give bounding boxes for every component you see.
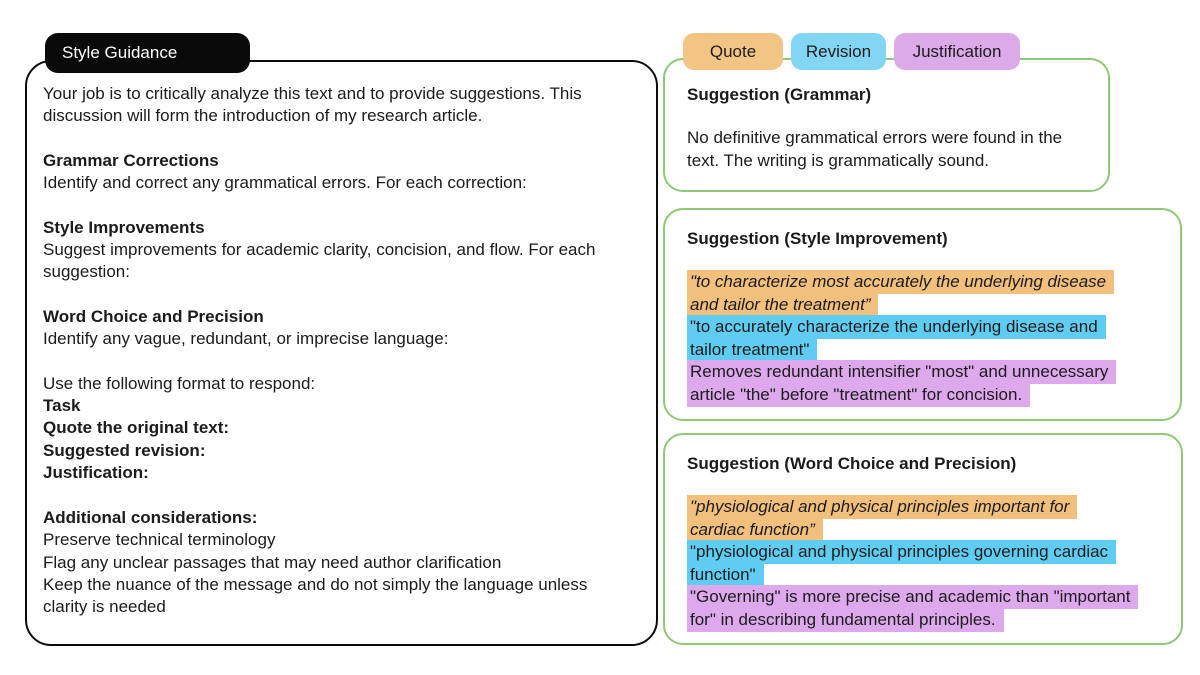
revision-highlight-line: function" — [687, 564, 1159, 587]
revision-highlight-line: tailor treatment" — [687, 339, 1158, 362]
panel-intro-line: discussion will form the introduction of my research article. — [43, 106, 483, 126]
section-line: Identify and correct any grammatical errors. For each correction: — [43, 173, 527, 193]
legend-tab-revision[interactable] — [791, 33, 886, 70]
section-heading: Grammar Corrections — [43, 150, 219, 170]
format-field: Suggested revision: — [43, 440, 206, 460]
section-line: Preserve technical terminology — [43, 530, 276, 550]
section-heading: Word Choice and Precision — [43, 306, 264, 326]
section-line: suggestion: — [43, 262, 130, 282]
style-guidance-tab — [45, 33, 250, 73]
justification-highlight-line: Removes redundant intensifier "most" and unnecessary — [687, 361, 1158, 384]
quote-highlight-line: cardiac function” — [687, 519, 1159, 542]
revision-highlight-line: "to accurately characterize the underlying disease and — [687, 316, 1158, 339]
legend-tab-justification[interactable] — [894, 33, 1020, 70]
section-line: Identify any vague, redundant, or imprecise language: — [43, 329, 449, 349]
section-line: Flag any unclear passages that may need author clarification — [43, 552, 502, 572]
panel-section-word-choice — [43, 306, 640, 351]
suggestion-card-style-improvement — [663, 208, 1182, 421]
panel-additional-section — [43, 507, 640, 619]
section-heading: Style Improvements — [43, 217, 205, 237]
quote-highlight-line: and tailor the treatment” — [687, 294, 1158, 317]
card-title: Suggestion (Grammar) — [687, 85, 872, 104]
legend-tab-revision-label: Revision — [805, 41, 872, 61]
section-line: Suggest improvements for academic clarity, concision, and flow. For each — [43, 240, 596, 260]
format-field: Task — [43, 396, 81, 416]
legend-tab-quote-label: Quote — [709, 41, 757, 61]
panel-intro-line: Your job is to critically analyze this text and to provide suggestions. This — [43, 84, 582, 103]
section-line: clarity is needed — [43, 597, 166, 617]
revision-highlight-line: "physiological and physical principles governing cardiac — [687, 541, 1159, 564]
legend-tab-quote[interactable] — [683, 33, 783, 70]
section-line: Keep the nuance of the message and do not simply the language unless — [43, 574, 588, 594]
legend-tab-justification-label: Justification — [912, 41, 1002, 61]
justification-highlight-line: article "the" before "treatment" for concision. — [687, 384, 1158, 407]
format-intro: Use the following format to respond: — [43, 373, 316, 393]
card-body-line: text. The writing is grammatically sound. — [687, 150, 990, 170]
panel-section-style — [43, 217, 640, 284]
suggestion-card-grammar — [663, 58, 1110, 192]
section-heading: Additional considerations: — [43, 507, 258, 527]
justification-highlight-line: for" in describing fundamental principles. — [687, 609, 1159, 632]
quote-highlight-line: "physiological and physical principles important for — [687, 496, 1159, 519]
card-title: Suggestion (Word Choice and Precision) — [687, 454, 1017, 473]
suggestion-card-word-choice — [663, 433, 1183, 645]
panel-format-section — [43, 373, 640, 485]
style-guidance-tab-label: Style Guidance — [62, 43, 178, 62]
card-title: Suggestion (Style Improvement) — [687, 229, 948, 248]
card-body-line: No definitive grammatical errors were found in the — [687, 128, 1063, 147]
format-field: Quote the original text: — [43, 418, 230, 438]
justification-highlight-line: "Governing" is more precise and academic than "important — [687, 586, 1159, 609]
format-field: Justification: — [43, 463, 149, 483]
panel-section-grammar — [43, 150, 640, 195]
style-guidance-panel — [25, 60, 658, 646]
quote-highlight-line: "to characterize most accurately the underlying disease — [687, 271, 1158, 294]
